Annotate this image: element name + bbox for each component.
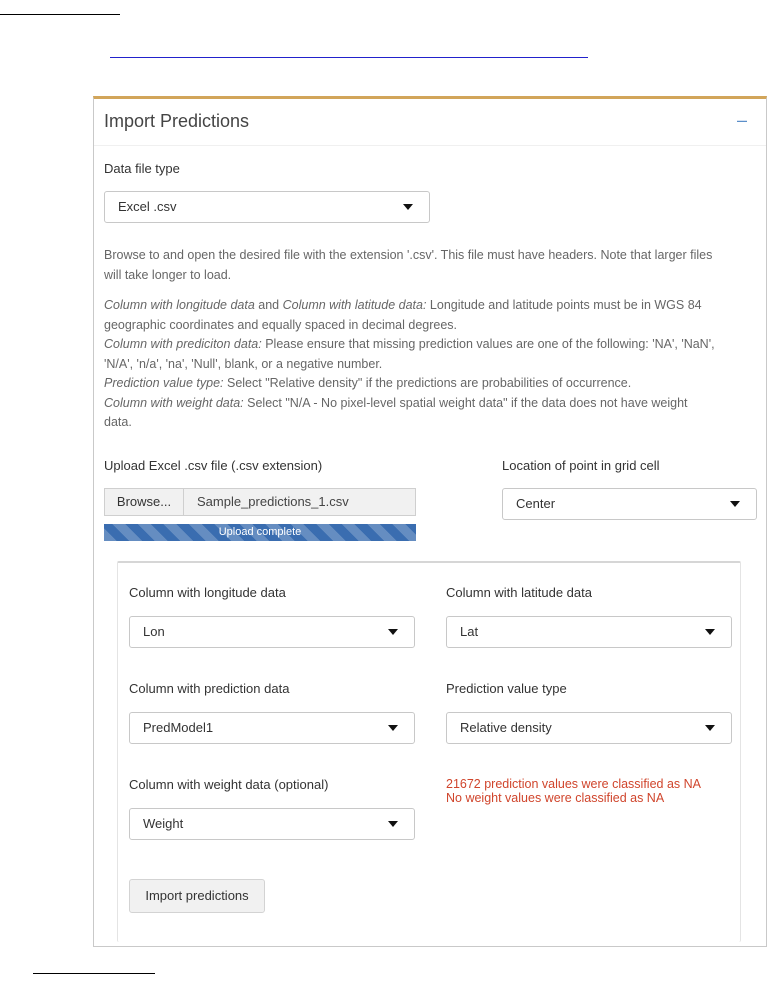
help-para-3-rest: Select "Relative density" if the predictions are probabilities of occurrence. — [223, 376, 632, 390]
chevron-down-icon — [388, 725, 398, 731]
file-type-label: Data file type — [104, 161, 180, 176]
browse-button[interactable]: Browse... — [104, 488, 184, 516]
lon-column-select[interactable] — [129, 616, 415, 648]
upload-progress-label: Upload complete — [218, 526, 302, 538]
header-divider — [94, 145, 766, 146]
location-value: Center — [516, 496, 556, 511]
chevron-down-icon — [730, 501, 740, 507]
help-em-weight: Column with weight data: — [104, 395, 244, 410]
file-help-line-2: will take longer to load. — [104, 267, 232, 282]
link-underline — [110, 57, 588, 58]
file-help-line-1: Browse to and open the desired file with the extension '.csv'. This file must have headers. Note that larger files — [104, 248, 713, 262]
na-message — [446, 777, 701, 805]
help-para-2-line-2: 'N/A', 'n/a', 'na', 'Null', blank, or a negative number. — [104, 356, 383, 371]
panel-title: Import Predictions — [104, 111, 250, 131]
file-type-value: Excel .csv — [118, 199, 177, 214]
help-para-4-line-2: data. — [104, 415, 132, 429]
weight-column-select[interactable] — [129, 808, 415, 840]
help-em-lat: Column with latitude data: — [282, 298, 427, 312]
help-em-pred: Column with prediciton data: — [104, 337, 262, 351]
chevron-down-icon — [388, 629, 398, 635]
chevron-down-icon — [403, 204, 413, 210]
help-para-4 — [104, 394, 754, 414]
chevron-down-icon — [705, 629, 715, 635]
upload-progress-bar — [104, 524, 416, 541]
value-type-label: Prediction value type — [446, 681, 567, 696]
weight-column-value: Weight — [143, 816, 184, 831]
help-para-2 — [104, 335, 754, 355]
na-weight-message: No weight values were classified as NA — [446, 791, 665, 805]
help-para-4-rest: Select "N/A - No pixel-level spatial weight data" if the data does not have weight — [243, 395, 688, 410]
top-divider-line — [0, 14, 120, 15]
pred-column-value: PredModel1 — [143, 720, 214, 735]
import-predictions-button[interactable]: Import predictions — [129, 879, 265, 913]
chevron-down-icon — [388, 821, 398, 827]
file-help-text — [104, 246, 754, 285]
bottom-divider-line — [33, 973, 155, 974]
collapse-icon[interactable]: – — [736, 110, 747, 130]
value-type-value: Relative density — [460, 720, 552, 735]
na-prediction-message: 21672 prediction values were classified as NA — [446, 777, 701, 791]
help-para-2-rest: Please ensure that missing prediction values are one of the following: 'NA', 'NaN', — [261, 337, 715, 351]
lon-column-value: Lon — [143, 624, 165, 639]
column-help-text — [104, 296, 754, 433]
help-para-3 — [104, 374, 754, 394]
weight-column-label: Column with weight data (optional) — [129, 777, 329, 792]
value-type-select[interactable] — [446, 712, 732, 744]
chevron-down-icon — [705, 725, 715, 731]
help-em-type: Prediction value type: — [104, 376, 224, 390]
pred-column-select[interactable] — [129, 712, 415, 744]
help-para-1-rest: Longitude and latitude points must be in WGS 84 — [426, 298, 702, 312]
location-label: Location of point in grid cell — [502, 458, 660, 473]
file-name-field[interactable]: Sample_predictions_1.csv — [184, 488, 416, 516]
pred-column-label: Column with prediction data — [129, 681, 290, 696]
lat-column-select[interactable] — [446, 616, 732, 648]
panel-header — [104, 109, 756, 135]
help-em-lon: Column with longitude data — [104, 298, 255, 312]
upload-label: Upload Excel .csv file (.csv extension) — [104, 458, 323, 473]
location-select[interactable] — [502, 488, 757, 520]
help-and: and — [254, 298, 283, 312]
lon-column-label: Column with longitude data — [129, 585, 286, 600]
file-type-select[interactable] — [104, 191, 430, 223]
help-para-1-line-2: geographic coordinates and equally spaced in decimal degrees. — [104, 317, 458, 332]
lat-column-value: Lat — [460, 624, 479, 639]
file-upload-group — [104, 488, 416, 516]
lat-column-label: Column with latitude data — [446, 585, 592, 600]
help-para-1 — [104, 296, 754, 316]
